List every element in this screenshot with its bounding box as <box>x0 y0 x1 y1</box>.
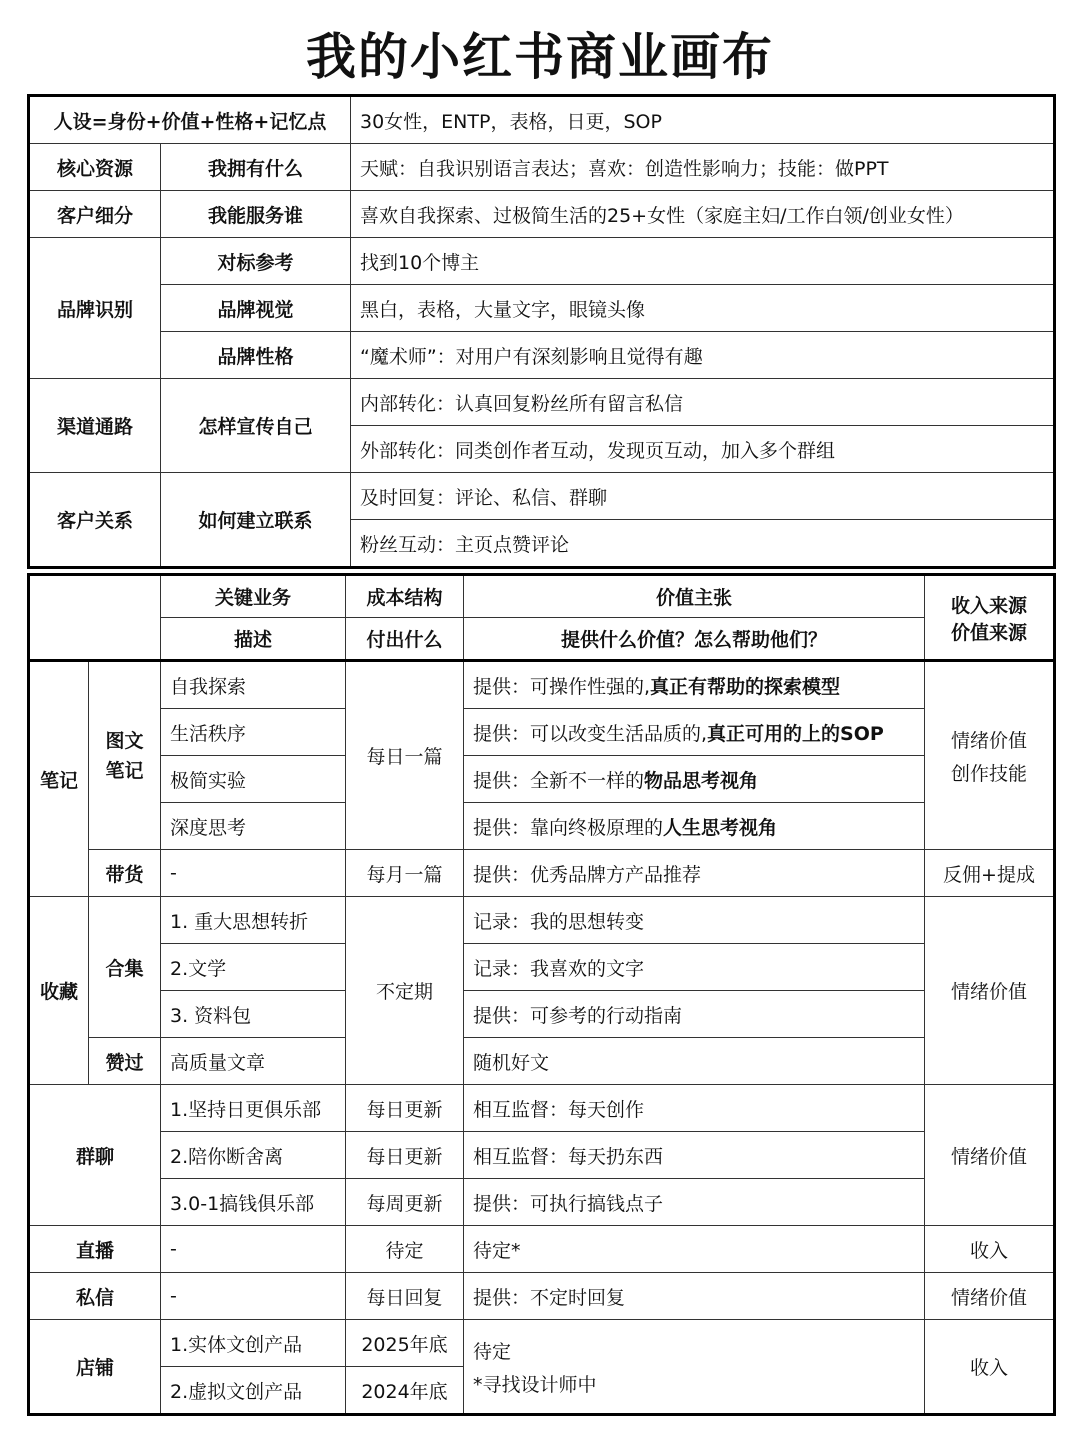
customer-segment-value: 喜欢自我探索、过极简生活的25+女性（家庭主妇/工作白领/创业女性） <box>351 191 1055 238</box>
notes-desc: 深度思考 <box>161 803 346 850</box>
shop-value-line1: 待定 <box>473 1340 512 1363</box>
shop-desc: 1.实体文创产品 <box>161 1320 346 1367</box>
brand-value: 找到10个博主 <box>351 238 1055 285</box>
liked-value: 随机好文 <box>464 1038 925 1085</box>
live-desc: - <box>161 1226 346 1273</box>
relation-sub: 如何建立联系 <box>161 473 351 568</box>
shop-income: 收入 <box>925 1320 1055 1415</box>
notes-value-prefix: 提供：全新不一样的 <box>473 769 645 792</box>
shop-row <box>29 1320 1055 1367</box>
core-resources-value: 天赋：自我识别语言表达；喜欢：创造性影响力；技能：做PPT <box>351 144 1055 191</box>
notes-value-prefix: 提供：可以改变生活品质的, <box>473 722 708 745</box>
live-income: 收入 <box>925 1226 1055 1273</box>
live-row <box>29 1226 1055 1273</box>
notes-value <box>464 756 925 803</box>
customer-segment-row <box>29 191 1055 238</box>
business-table <box>27 573 1056 1416</box>
group-income: 情绪价值 <box>925 1085 1055 1226</box>
header-pay: 付出什么 <box>346 618 464 661</box>
header-row <box>29 618 1055 661</box>
shop-cost: 2025年底 <box>346 1320 464 1367</box>
dm-desc: - <box>161 1273 346 1320</box>
notes-value <box>464 803 925 850</box>
notes-desc: 自我探索 <box>161 661 346 709</box>
album-desc: 3. 资料包 <box>161 991 346 1038</box>
header-cost: 成本结构 <box>346 575 464 618</box>
notes-income-line1: 情绪价值 <box>950 729 1027 752</box>
customer-segment-sub: 我能服务谁 <box>161 191 351 238</box>
header-row <box>29 575 1055 618</box>
shop-desc: 2.虚拟文创产品 <box>161 1367 346 1415</box>
sales-label: 带货 <box>89 850 161 897</box>
brand-sub: 对标参考 <box>161 238 351 285</box>
persona-value: 30女性，ENTP，表格，日更，SOP <box>351 96 1055 144</box>
brand-value: 黑白，表格，大量文字，眼镜头像 <box>351 285 1055 332</box>
collect-label: 收藏 <box>29 897 89 1085</box>
shop-value-line2: *寻找设计师中 <box>473 1373 597 1396</box>
notes-value-highlight: 人生思考视角 <box>663 816 778 839</box>
group-desc: 3.0-1搞钱俱乐部 <box>161 1179 346 1226</box>
album-value: 提供：可参考的行动指南 <box>464 991 925 1038</box>
sales-cost: 每月一篇 <box>346 850 464 897</box>
header-income-line2: 价值来源 <box>950 621 1027 644</box>
sales-value: 提供：优秀品牌方产品推荐 <box>464 850 925 897</box>
group-desc: 1.坚持日更俱乐部 <box>161 1085 346 1132</box>
notes-value-prefix: 提供：靠向终极原理的 <box>473 816 664 839</box>
liked-desc: 高质量文章 <box>161 1038 346 1085</box>
group-row <box>29 1085 1055 1132</box>
brand-sub: 品牌性格 <box>161 332 351 379</box>
page-title: 我的小红书商业画布 <box>306 28 774 86</box>
relation-value: 粉丝互动：主页点赞评论 <box>351 520 1055 568</box>
notes-row <box>29 661 1055 709</box>
dm-income: 情绪价值 <box>925 1273 1055 1320</box>
canvas-table <box>27 94 1056 569</box>
core-resources-row <box>29 144 1055 191</box>
dm-value: 提供：不定时回复 <box>464 1273 925 1320</box>
sales-row <box>29 850 1055 897</box>
group-cost: 每日更新 <box>346 1085 464 1132</box>
customer-segment-label: 客户细分 <box>29 191 161 238</box>
album-desc: 2.文学 <box>161 944 346 991</box>
notes-value-highlight: 物品思考视角 <box>644 769 759 792</box>
collect-row <box>29 991 1055 1038</box>
core-resources-label: 核心资源 <box>29 144 161 191</box>
group-desc: 2.陪你断舍离 <box>161 1132 346 1179</box>
notes-row <box>29 756 1055 803</box>
notes-desc: 极简实验 <box>161 756 346 803</box>
notes-income-line2: 创作技能 <box>950 762 1027 785</box>
notes-value-highlight: 真正可用的上的SOP <box>707 722 884 745</box>
group-value: 相互监督：每天扔东西 <box>464 1132 925 1179</box>
album-label: 合集 <box>89 897 161 1038</box>
collect-income: 情绪价值 <box>925 897 1055 1085</box>
brand-row <box>29 238 1055 285</box>
notes-cost: 每日一篇 <box>346 661 464 850</box>
channel-sub: 怎样宣传自己 <box>161 379 351 473</box>
shop-label: 店铺 <box>29 1320 161 1415</box>
dm-cost: 每日回复 <box>346 1273 464 1320</box>
notes-value <box>464 661 925 709</box>
notes-desc: 生活秩序 <box>161 709 346 756</box>
collect-row <box>29 944 1055 991</box>
notes-value-prefix: 提供：可操作性强的, <box>473 675 651 698</box>
group-cost: 每周更新 <box>346 1179 464 1226</box>
live-cost: 待定 <box>346 1226 464 1273</box>
sales-desc: - <box>161 850 346 897</box>
group-row <box>29 1179 1055 1226</box>
relation-value: 及时回复：评论、私信、群聊 <box>351 473 1055 520</box>
album-value: 记录：我的思想转变 <box>464 897 925 944</box>
notes-label: 笔记 <box>29 661 89 897</box>
shop-value <box>464 1320 925 1415</box>
group-label: 群聊 <box>29 1085 161 1226</box>
brand-row <box>29 332 1055 379</box>
shop-cost: 2024年底 <box>346 1367 464 1415</box>
channel-label: 渠道通路 <box>29 379 161 473</box>
header-value-question: 提供什么价值？怎么帮助他们？ <box>464 618 925 661</box>
channel-row <box>29 379 1055 426</box>
collect-cost: 不定期 <box>346 897 464 1085</box>
collect-row <box>29 897 1055 944</box>
header-value-prop: 价值主张 <box>464 575 925 618</box>
album-value: 记录：我喜欢的文字 <box>464 944 925 991</box>
liked-label: 赞过 <box>89 1038 161 1085</box>
album-desc: 1. 重大思想转折 <box>161 897 346 944</box>
image-text-label: 图文笔记 <box>89 661 161 850</box>
dm-label: 私信 <box>29 1273 161 1320</box>
group-value: 相互监督：每天创作 <box>464 1085 925 1132</box>
group-cost: 每日更新 <box>346 1132 464 1179</box>
notes-income <box>925 661 1055 850</box>
persona-row <box>29 96 1055 144</box>
header-key-business: 关键业务 <box>161 575 346 618</box>
brand-label: 品牌识别 <box>29 238 161 379</box>
group-row <box>29 1132 1055 1179</box>
brand-row <box>29 285 1055 332</box>
notes-row <box>29 709 1055 756</box>
header-corner <box>29 575 161 661</box>
channel-value: 内部转化：认真回复粉丝所有留言私信 <box>351 379 1055 426</box>
group-value: 提供：可执行搞钱点子 <box>464 1179 925 1226</box>
brand-sub: 品牌视觉 <box>161 285 351 332</box>
notes-value-highlight: 真正有帮助的探索模型 <box>650 675 841 698</box>
notes-row <box>29 803 1055 850</box>
header-describe: 描述 <box>161 618 346 661</box>
relation-row <box>29 473 1055 520</box>
header-income <box>925 575 1055 661</box>
brand-value: “魔术师”：对用户有深刻影响且觉得有趣 <box>351 332 1055 379</box>
channel-value: 外部转化：同类创作者互动，发现页互动，加入多个群组 <box>351 426 1055 473</box>
persona-label: 人设=身份+价值+性格+记忆点 <box>29 96 351 144</box>
header-income-line1: 收入来源 <box>950 594 1027 617</box>
notes-value <box>464 709 925 756</box>
live-value: 待定* <box>464 1226 925 1273</box>
core-resources-sub: 我拥有什么 <box>161 144 351 191</box>
dm-row <box>29 1273 1055 1320</box>
sales-income: 反佣+提成 <box>925 850 1055 897</box>
collect-row <box>29 1038 1055 1085</box>
live-label: 直播 <box>29 1226 161 1273</box>
relation-label: 客户关系 <box>29 473 161 568</box>
